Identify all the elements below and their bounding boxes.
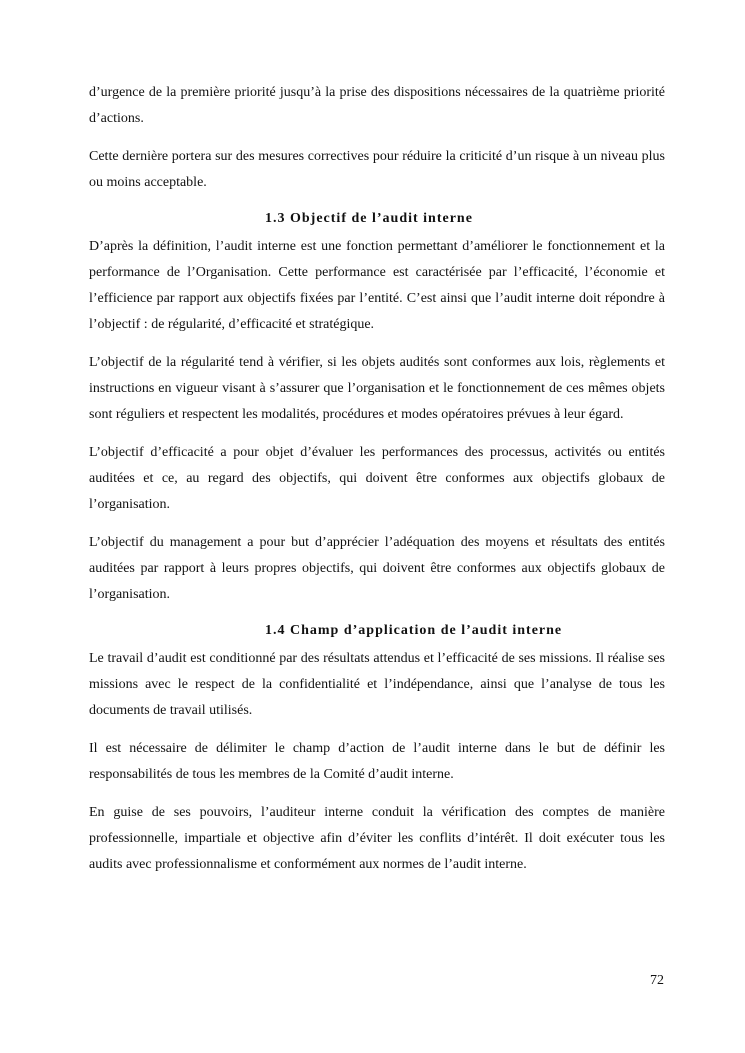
paragraph-efficacite: L’objectif d’efficacité a pour objet d’évaluer les performances des processus, activités ou entités auditées et ce, au regard des objectifs, qui doivent être conformes aux objectifs globaux de l’organisation. [89, 445, 665, 512]
paragraph-continuation: d’urgence de la première priorité jusqu’à la prise des dispositions nécessaires de la quatrième priorité d’actions. [89, 85, 665, 126]
section-heading-champ: 1.4 Champ d’application de l’audit interne [265, 623, 563, 638]
paragraph-corrective-measures: Cette dernière portera sur des mesures correctives pour réduire la criticité d’un risque à un niveau plus ou moins acceptable. [89, 149, 665, 190]
paragraph-regularite: L’objectif de la régularité tend à vérifier, si les objets audités sont conformes aux lois, règlements et instructions en vigueur visant à s’assurer que l’organisation et le fonctionnement de ces mêmes objets sont réguliers et respectent les modalités, procédures et modes opératoires prévues à leur égard. [89, 355, 665, 422]
paragraph-delimiter: Il est nécessaire de délimiter le champ d’action de l’audit interne dans le but de définir les responsabilités de tous les membres de la Comité d’audit interne. [89, 741, 665, 782]
document-page [89, 80, 665, 890]
paragraph-management: L’objectif du management a pour but d’apprécier l’adéquation des moyens et résultats des entités auditées par rapport à leurs propres objectifs, qui doivent être conformes aux objectifs globaux de l’organisation. [89, 535, 665, 602]
paragraph-definition: D’après la définition, l’audit interne est une fonction permettant d’améliorer le fonctionnement et la performance de l’Organisation. Cette performance est caractérisée par l’efficacité, l’économie et l’efficience par rapport aux objectifs fixées par l’entité. C’est ainsi que l’audit interne doit répondre à l’objectif : de régularité, d’efficacité et stratégique. [89, 239, 665, 332]
paragraph-travail-audit: Le travail d’audit est conditionné par des résultats attendus et l’efficacité de ses missions. Il réalise ses missions avec le respect de la confidentialité et l’indépendance, ainsi que l’analyse de tous les documents de travail utilisés. [89, 651, 665, 718]
page-number: 72 [650, 973, 664, 988]
section-heading-objectif: 1.3 Objectif de l’audit interne [265, 211, 473, 226]
paragraph-pouvoirs: En guise de ses pouvoirs, l’auditeur interne conduit la vérification des comptes de manière professionnelle, impartiale et objective afin d’éviter les conflits d’intérêt. Il doit exécuter tous les audits avec professionnalisme et conformément aux normes de l’audit interne. [89, 805, 665, 872]
